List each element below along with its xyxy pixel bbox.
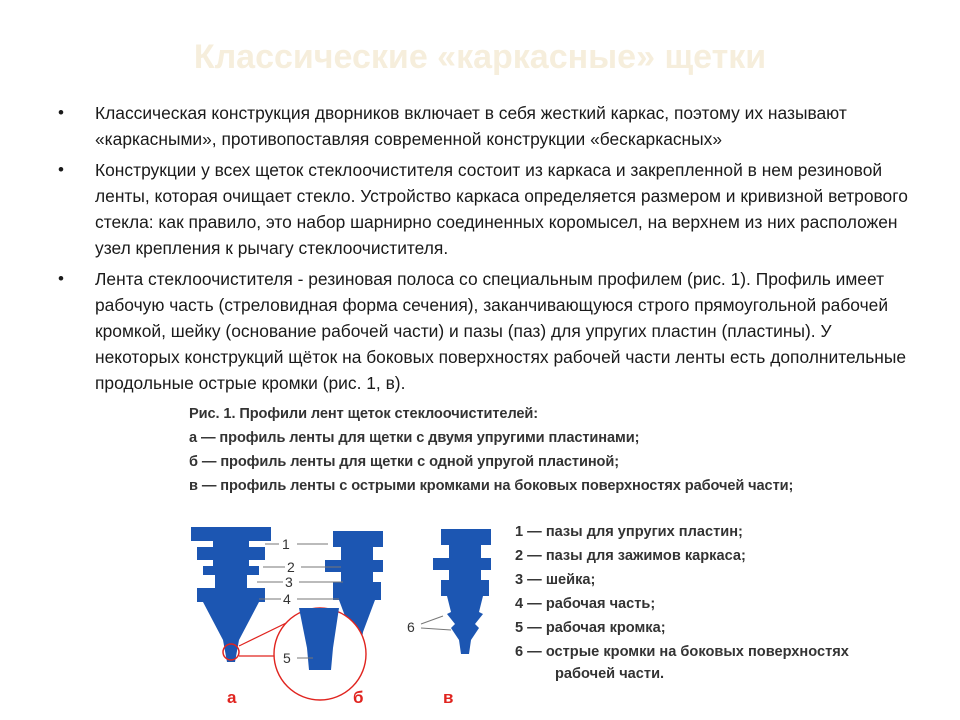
callout-6: 6 [407,619,415,635]
bullet-list [58,100,918,401]
legend-item-6: 6 — острые кромки на боковых поверхностях [515,644,849,660]
bullet-item [58,266,918,396]
leader-line-6a [421,616,443,624]
bullet-icon: • [58,103,64,122]
figure-caption-b: б — профиль ленты для щетки с одной упругой пластиной; [189,454,619,470]
profile-v-shape [433,529,491,654]
bullet-text: Лента стеклоочистителя - резиновая полоса со специальным профилем (рис. 1). Профиль имеет рабочую часть (стреловидная форма сечения), заканчивающуюся строго прямоугольной рабочей кромкой, шейку (основание рабочей части) и пазы (паз) для упругих пластин (пластины). У некоторых конструкций щёток на боковых поверхностях рабочей части ленты есть дополнительные продольные острые кромки (рис. 1, в). [95,269,907,393]
label-a: а [227,688,237,707]
legend-item-3: 3 — шейка; [515,572,596,588]
callout-2: 2 [287,559,295,575]
figure-caption-a: а — профиль ленты для щетки с двумя упругими пластинами; [189,430,640,446]
bullet-icon: • [58,269,64,288]
figure-caption-v: в — профиль ленты с острыми кромками на боковых поверхностях рабочей части; [189,478,794,494]
figure-rubber-profiles [185,400,960,720]
callout-1: 1 [282,536,290,552]
legend-item-4: 4 — рабочая часть; [515,596,656,612]
legend-item-6-continued: рабочей части. [555,666,665,682]
callout-3: 3 [285,574,293,590]
legend-item-1: 1 — пазы для упругих пластин; [515,524,743,540]
bullet-text: Классическая конструкция дворников включает в себя жесткий каркас, поэтому их называют «каркасными», противопоставляя современной конструкции «бескаркасных» [95,103,847,149]
profile-a-shape [191,527,271,662]
profiles-drawing [185,400,515,720]
callout-4: 4 [283,591,291,607]
leader-line-6b [421,628,451,630]
legend-item-2: 2 — пазы для зажимов каркаса; [515,548,746,564]
label-b: б [353,688,364,707]
figure-caption-title: Рис. 1. Профили лент щеток стеклоочистителей: [189,406,539,422]
bullet-item [58,157,918,261]
label-v: в [443,688,454,707]
callout-5: 5 [283,650,291,666]
bullet-item [58,100,918,152]
bullet-text: Конструкции у всех щеток стеклоочистителя состоит из каркаса и закрепленной в нем резиновой ленты, которая очищает стекло. Устройство каркаса определяется размером и кривизной ветрового стекла: как правило, это набор шарнирно соединенных коромысел, на верхнем из них расположен узел крепления к рычагу стеклоочистителя. [95,160,908,258]
bullet-icon: • [58,160,64,179]
legend-item-5: 5 — рабочая кромка; [515,620,666,636]
slide-title: Классические «каркасные» щетки [193,38,767,76]
